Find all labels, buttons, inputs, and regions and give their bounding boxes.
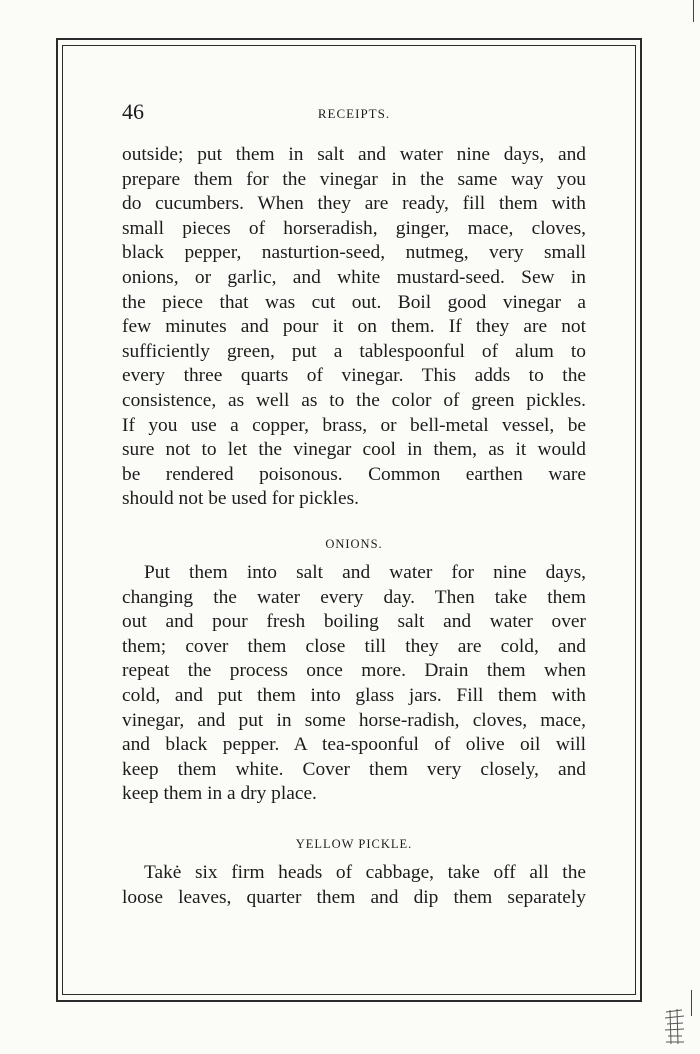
margin-tick (693, 0, 694, 22)
text-line: Put them into salt and water for nine days, (144, 562, 586, 583)
running-head: RECEIPTS. (317, 106, 391, 121)
text-line: keep them in a dry place. (122, 783, 317, 805)
text-line: keep them white. Cover them very closely, and (122, 758, 586, 780)
page-header (122, 99, 586, 129)
onions-paragraph (122, 561, 586, 807)
margin-marks (688, 0, 698, 1054)
text-line: the piece that was cut out. Boil good vinegar a (122, 291, 586, 313)
text-line: should not be used for pickles. (122, 488, 359, 510)
text-line: be rendered poisonous. Common earthen ware (122, 463, 586, 485)
text-line: consistence, as well as to the color of green pickles. (122, 389, 586, 411)
library-stamp-icon (662, 1006, 688, 1046)
section-heading-yellow-pickle: YELLOW PICKLE. (295, 837, 413, 851)
text-line: small pieces of horseradish, ginger, mace, cloves, (122, 217, 586, 239)
text-line: and black pepper. A tea-spoonful of olive oil will (122, 734, 586, 756)
text-line: loose leaves, quarter them and dip them separately (122, 886, 586, 908)
text-line: them; cover them close till they are cold, and (122, 635, 586, 657)
section-heading-onions: ONIONS. (325, 537, 383, 551)
text-line: cold, and put them into glass jars. Fill them with (122, 684, 586, 706)
text-line: changing the water every day. Then take them (122, 586, 586, 608)
text-line: sure not to let the vinegar cool in them, as it would (122, 439, 586, 461)
text-line: repeat the process once more. Drain them when (122, 660, 586, 682)
text-line: Takė six firm heads of cabbage, take off all the (144, 862, 586, 883)
page-number: 46 (122, 99, 144, 124)
yellow-pickle-paragraph (122, 861, 586, 910)
text-line: If you use a copper, brass, or bell-metal vessel, be (122, 414, 586, 436)
text-line: onions, or garlic, and white mustard-seed. Sew in (122, 266, 586, 288)
margin-tick (691, 990, 692, 1016)
text-line: out and pour fresh boiling salt and water over (122, 611, 586, 633)
text-line: sufficiently green, put a tablespoonful of alum to (122, 340, 586, 362)
text-line: do cucumbers. When they are ready, fill them with (122, 193, 586, 215)
text-line: vinegar, and put in some horse-radish, cloves, mace, (122, 709, 586, 731)
intro-paragraph (122, 143, 586, 512)
text-line: prepare them for the vinegar in the same way you (122, 168, 586, 190)
text-line: every three quarts of vinegar. This adds to the (122, 365, 586, 387)
text-line: black pepper, nasturtion-seed, nutmeg, very small (122, 242, 586, 264)
text-line: outside; put them in salt and water nine days, and (122, 144, 586, 165)
text-line: few minutes and pour it on them. If they are not (122, 316, 586, 338)
